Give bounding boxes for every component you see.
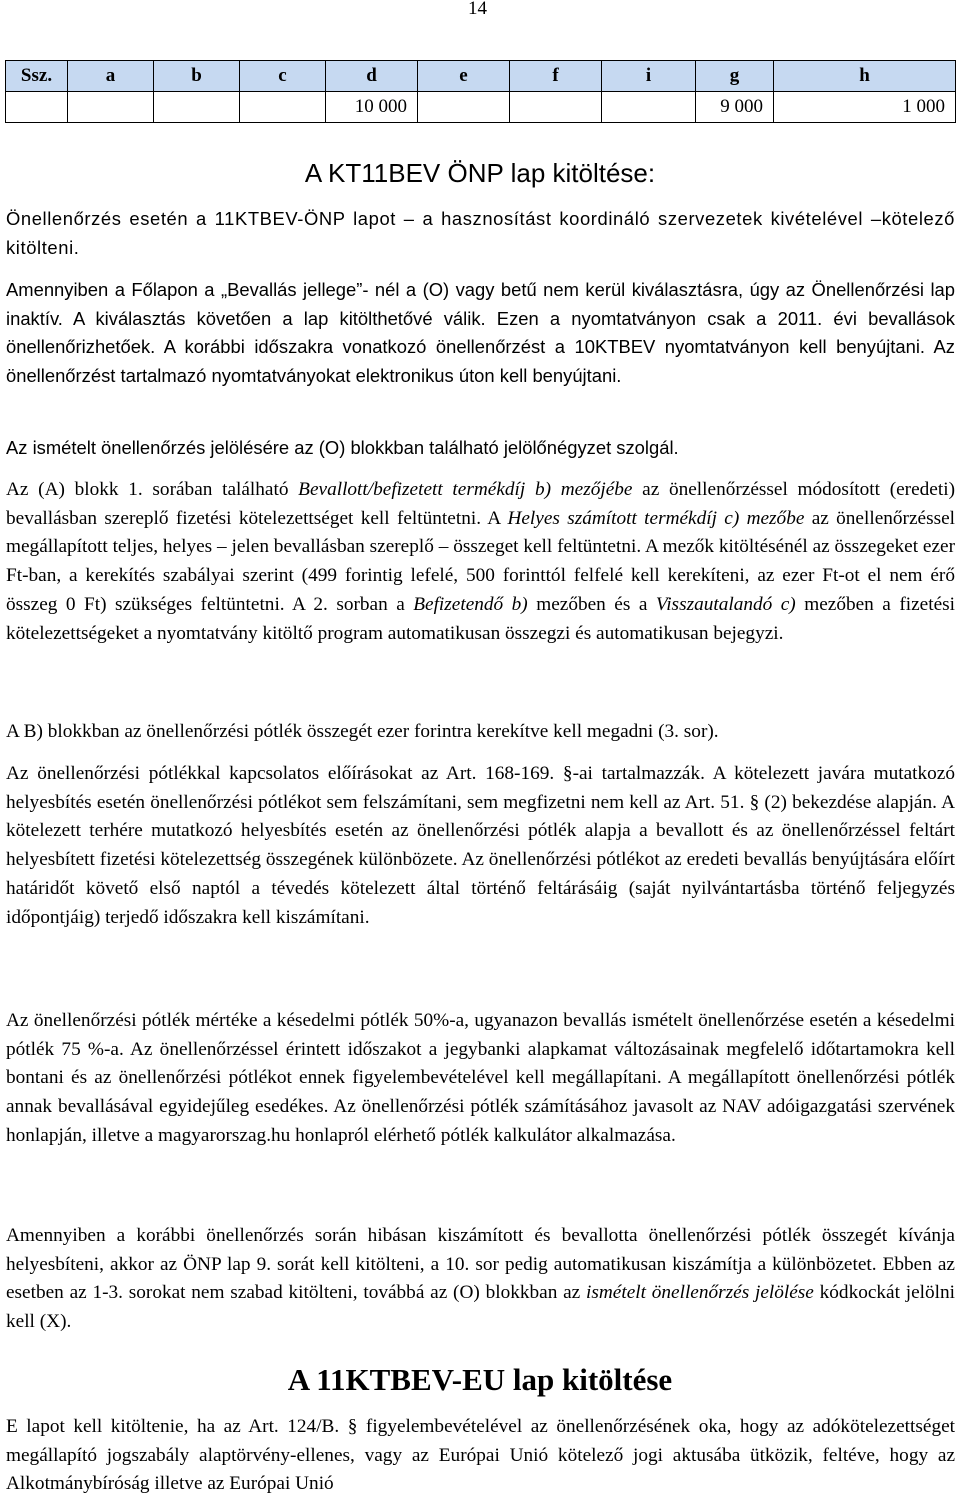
header-cell-d: d [326,61,418,92]
paragraph-b-block: A B) blokkban az önellenőrzési pótlék összegét ezer forintra kerekítve kell megadni (3. sor). [6,721,719,742]
header-cell-b: b [154,61,240,92]
text-span: mezőben a fizetési kötelezettségeket a nyomtatvány kitöltő program automatikusan összegzi és automatikusan bejegyzi. [6,593,955,644]
page-number: 14 [468,0,487,19]
text-span: kódkockát jelölni kell (X). [6,1282,955,1333]
header-cell-g: g [696,61,774,92]
paragraph-intro: Önellenőrzés esetén a 11KTBEV-ÖNP lapot – a hasznosítást koordináló szervezetek kivételével –kötelező kitölteni. [6,208,955,258]
field-reference: Bevallott/befizetett termékdíj b) mezőjébe [298,479,633,500]
header-cell-e: e [418,61,510,92]
paragraph-surcharge-rules: Az önellenőrzési pótlékkal kapcsolatos előírásokat az Art. 168-169. §-ai tartalmazzák. A kötelezett javára mutatkozó helyesbítés esetén önellenőrzési pótlékot sem felszámítani, sem megfizetni nem kell az Art. 51. § (2) bekezdése alapján. A kötelezett terhére mutatkozó helyesbítés esetén az önellenőrzési pótlék alapja a bevallott és az önellenőrzéssel feltárt helyesbített fizetési kötelezettség összegének különbözete. Az önellenőrzési pótlékot az eredeti bevallás benyújtására előírt határidőt követő első naptól a tévedés kötelezett által történő feltárásáig (saját nyilvántartásba történő feljegyzés időpontjáig) terjedő időszakra kell kiszámítani. [6,763,955,928]
text-span: az önellenőrzéssel megállapított teljes, helyes – jelen bevallásban szereplő – összeget kell feltüntetni. A mezők kitöltésénél az összegeket ezer Ft-ban, a kerekítés szabályai szerint (499 forintig lefelé, 500 forinttól felfelé kell kerekíteni, az ezer Ft-ot el nem érő összeg 0 Ft) szükséges feltüntetni. A 2. sorban a [6,507,955,615]
paragraph-correction [6,1222,955,1337]
table-cell [240,92,326,123]
header-cell-c: c [240,61,326,92]
table-cell [602,92,696,123]
text-span: Az (A) blokk 1. sorában található [6,479,299,500]
table-row [6,92,956,123]
value-cell-h: 1 000 [774,92,956,123]
text-span: az önellenőrzéssel módosított (eredeti) bevallásban szereplő fizetési kötelezettséget kell feltüntetni. A [6,479,955,529]
field-reference: Helyes számított termékdíj c) mezőbe [507,507,805,529]
paragraph-eu-intro: E lapot kell kitöltenie, ha az Art. 124/B. § figyelembevételével az önellenőrzésének oka, hogy az adókötelezettséget megállapító jogszabály alaptörvény-ellenes, vagy az Európai Unió kötelező jogi aktusába ütközik, feltéve, hogy az Alkotmánybíróság illetve az Európai Unió [6,1416,955,1495]
field-reference: ismételt önellenőrzés jelölése [586,1282,814,1304]
field-reference: Befizetendő b) [413,593,528,615]
paragraph-fomlap: Amennyiben a Főlapon a „Bevallás jellege”- nél a (O) vagy betű nem kerül kiválasztásra, úgy az Önellenőrzési lap inaktív. A kiválasztás követően a lap kitölthetővé válik. Ezen a nyomtatványon csak a 2011. évi bevallások önellenőrizhetőek. A korábbi időszakra vonatkozó önellenőrzést a 10KTBEV nyomtatványon kell benyújtani. Az önellenőrzést tartalmazó nyomtatványokat elektronikus úton kell benyújtani. [6,279,955,387]
field-reference: Visszautalandó c) [655,593,796,615]
header-cell-h: h [774,61,956,92]
table-cell [510,92,602,123]
paragraph-repeat-mark: Az ismételt önellenőrzés jelölésére az (O) blokkban található jelölőnégyzet szolgál. [6,437,679,458]
table-cell [154,92,240,123]
ssz-table [5,60,956,123]
header-cell-f: f [510,61,602,92]
header-cell-a: a [68,61,154,92]
table-cell [68,92,154,123]
value-cell-d: 10 000 [326,92,418,123]
header-cell-ssz: Ssz. [6,61,68,92]
table-header-row [6,61,956,92]
text-span: Amennyiben a korábbi önellenőrzés során hibásan kiszámított és bevallotta önellenőrzési pótlék összegét kívánja helyesbíteni, akkor az ÖNP lap 9. sorát kell kitölteni, a 10. sor pedig automatikusan kiszámítja a különbözetet. Ebben az esetben az 1-3. sorokat nem szabad kitölteni, továbbá az (O) blokkban az [6,1225,955,1304]
header-cell-i: i [602,61,696,92]
text-span: mezőben és a [527,593,656,615]
table-cell [6,92,68,123]
value-cell-g: 9 000 [696,92,774,123]
paragraph-a-block [6,476,955,648]
section-title-eu: A 11KTBEV-EU lap kitöltése [287,1362,673,1397]
table-cell [418,92,510,123]
paragraph-surcharge-rate: Az önellenőrzési pótlék mértéke a késedelmi pótlék 50%-a, ugyanazon bevallás ismételt önellenőrzése esetén a késedelmi pótlék 75 %-a. Az önellenőrzéssel érintett időszakot a jegybanki alapkamat változásainak megfelelő időtartamokra kell bontani és az önellenőrzési pótlékot ennek figyelembevételével kell megállapítani. A megállapított önellenőrzési pótlék annak bevallásával egyidejűleg esedékes. Az önellenőrzési pótlék számításához javasolt az NAV adóigazgatási szervének honlapján, illetve a magyarorszag.hu honlapról elérhető pótlék kalkulátor alkalmazása. [6,1010,955,1146]
section-title-onp: A KT11BEV ÖNP lap kitöltése: [304,158,656,188]
